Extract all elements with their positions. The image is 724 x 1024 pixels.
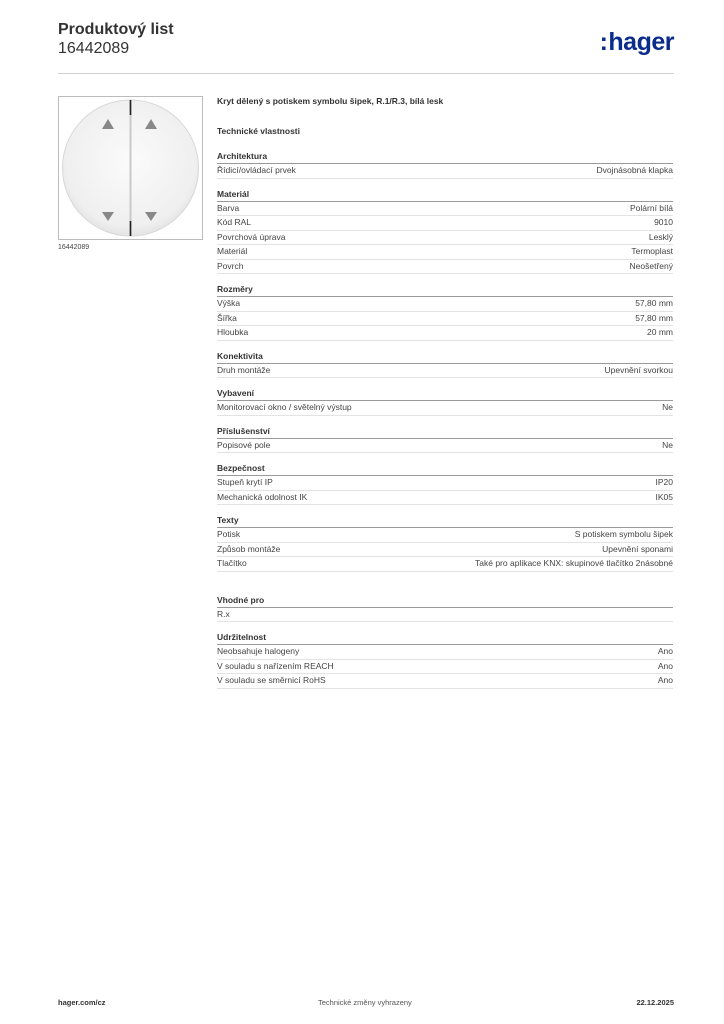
- document-title: Produktový list: [58, 21, 174, 38]
- spec-value: Ano: [657, 646, 673, 656]
- product-title: Kryt dělený s potiskem symbolu šipek, R.1/R.3, bílá lesk: [217, 96, 444, 106]
- spec-value: 20 mm: [647, 327, 673, 337]
- spec-row: [217, 260, 673, 275]
- spec-row: [217, 660, 673, 675]
- spec-row: [217, 401, 673, 416]
- spec-row: [217, 528, 673, 543]
- spec-row: [217, 645, 673, 660]
- spec-label: Popisové pole: [217, 439, 271, 450]
- spec-sections: [217, 150, 673, 689]
- document-header: [58, 20, 174, 58]
- spec-content: [217, 95, 673, 698]
- spec-section: [217, 188, 673, 275]
- spec-label: Kód RAL: [217, 217, 252, 227]
- section-spacer: [217, 581, 673, 594]
- spec-section: [217, 425, 673, 454]
- spec-label: Stupeň krytí IP: [217, 477, 273, 487]
- spec-value: Neošetřený: [629, 260, 673, 271]
- header-divider: [58, 73, 674, 74]
- spec-row: [217, 543, 673, 558]
- spec-value: Ne: [662, 439, 673, 450]
- spec-row: [217, 231, 673, 246]
- spec-value: IK05: [655, 491, 673, 502]
- spec-row: [217, 557, 673, 572]
- spec-value: Ano: [657, 660, 673, 671]
- spec-label: Povrch: [217, 260, 244, 271]
- section-title: Vhodné pro: [217, 594, 673, 608]
- spec-row: [217, 297, 673, 312]
- spec-section: [217, 283, 673, 341]
- image-caption: 16442089: [58, 244, 90, 251]
- spec-row: [217, 202, 673, 217]
- spec-section: [217, 462, 673, 505]
- footer-note: Technické změny vyhrazeny: [318, 998, 412, 1007]
- spec-label: Řídicí/ovládací prvek: [217, 165, 296, 175]
- spec-label: V souladu s nařízením REACH: [217, 660, 334, 671]
- spec-label: Šířka: [217, 312, 237, 323]
- spec-value: IP20: [655, 477, 673, 487]
- spec-row: [217, 674, 673, 689]
- spec-label: Hloubka: [217, 327, 249, 337]
- spec-value: S potiskem symbolu šipek: [574, 529, 673, 539]
- spec-value: Upevnění sponami: [602, 543, 673, 554]
- spec-row: [217, 312, 673, 327]
- spec-value: Termoplast: [631, 246, 673, 256]
- spec-label: R.x: [217, 608, 230, 619]
- spec-row: [217, 491, 673, 506]
- spec-row: [217, 164, 673, 179]
- spec-label: Výška: [217, 298, 241, 308]
- spec-value: Dvojnásobná klapka: [596, 165, 673, 175]
- spec-section: [217, 631, 673, 689]
- spec-row: [217, 439, 673, 454]
- section-title: Texty: [217, 514, 673, 528]
- section-title: Vybavení: [217, 387, 673, 401]
- section-title: Bezpečnost: [217, 462, 673, 476]
- section-title: Konektivita: [217, 350, 673, 364]
- spec-section: [217, 150, 673, 179]
- logo-text: hager: [608, 28, 674, 56]
- spec-label: Neobsahuje halogeny: [217, 646, 300, 656]
- spec-section: [217, 350, 673, 379]
- spec-row: [217, 326, 673, 341]
- spec-label: Potisk: [217, 529, 241, 539]
- spec-section: [217, 514, 673, 572]
- spec-label: Způsob montáže: [217, 543, 281, 554]
- footer-website-link[interactable]: hager.com/cz: [58, 998, 106, 1007]
- spec-value: Ano: [657, 675, 673, 685]
- spec-row: [217, 216, 673, 231]
- spec-value: 57,80 mm: [635, 312, 673, 323]
- section-title: Architektura: [217, 150, 673, 164]
- section-title: Příslušenství: [217, 425, 673, 439]
- spec-label: Materiál: [217, 246, 248, 256]
- spec-value: Upevnění svorkou: [604, 364, 673, 375]
- spec-section: [217, 387, 673, 416]
- spec-value: 9010: [654, 217, 673, 227]
- spec-value: Ne: [662, 402, 673, 412]
- footer-date: 22.12.2025: [636, 998, 674, 1007]
- spec-value: Polární bílá: [630, 202, 673, 213]
- section-title: Udržitelnost: [217, 631, 673, 645]
- spec-row: [217, 608, 673, 623]
- section-title: Materiál: [217, 188, 673, 202]
- product-image-drawing: [59, 97, 202, 239]
- logo-colon-icon: :: [599, 28, 608, 56]
- spec-value: Lesklý: [648, 231, 673, 242]
- spec-label: Barva: [217, 202, 240, 213]
- spec-value: 57,80 mm: [635, 298, 673, 308]
- spec-label: Druh montáže: [217, 364, 271, 375]
- spec-label: Povrchová úprava: [217, 231, 286, 242]
- spec-label: Mechanická odolnost IK: [217, 491, 308, 502]
- product-number: 16442089: [58, 40, 130, 57]
- spec-label: Monitorovací okno / světelný výstup: [217, 402, 352, 412]
- spec-label: Tlačítko: [217, 558, 247, 568]
- spec-label: V souladu se směrnicí RoHS: [217, 675, 326, 685]
- product-image: [58, 96, 203, 240]
- spec-row: [217, 364, 673, 379]
- spec-section: [217, 594, 673, 623]
- technical-properties-heading: Technické vlastnosti: [217, 126, 300, 136]
- spec-value: Také pro aplikace KNX: skupinové tlačítko 2násobné: [475, 558, 673, 568]
- spec-row: [217, 245, 673, 260]
- spec-row: [217, 476, 673, 491]
- hager-logo[interactable]: [600, 28, 674, 57]
- section-title: Rozměry: [217, 283, 673, 297]
